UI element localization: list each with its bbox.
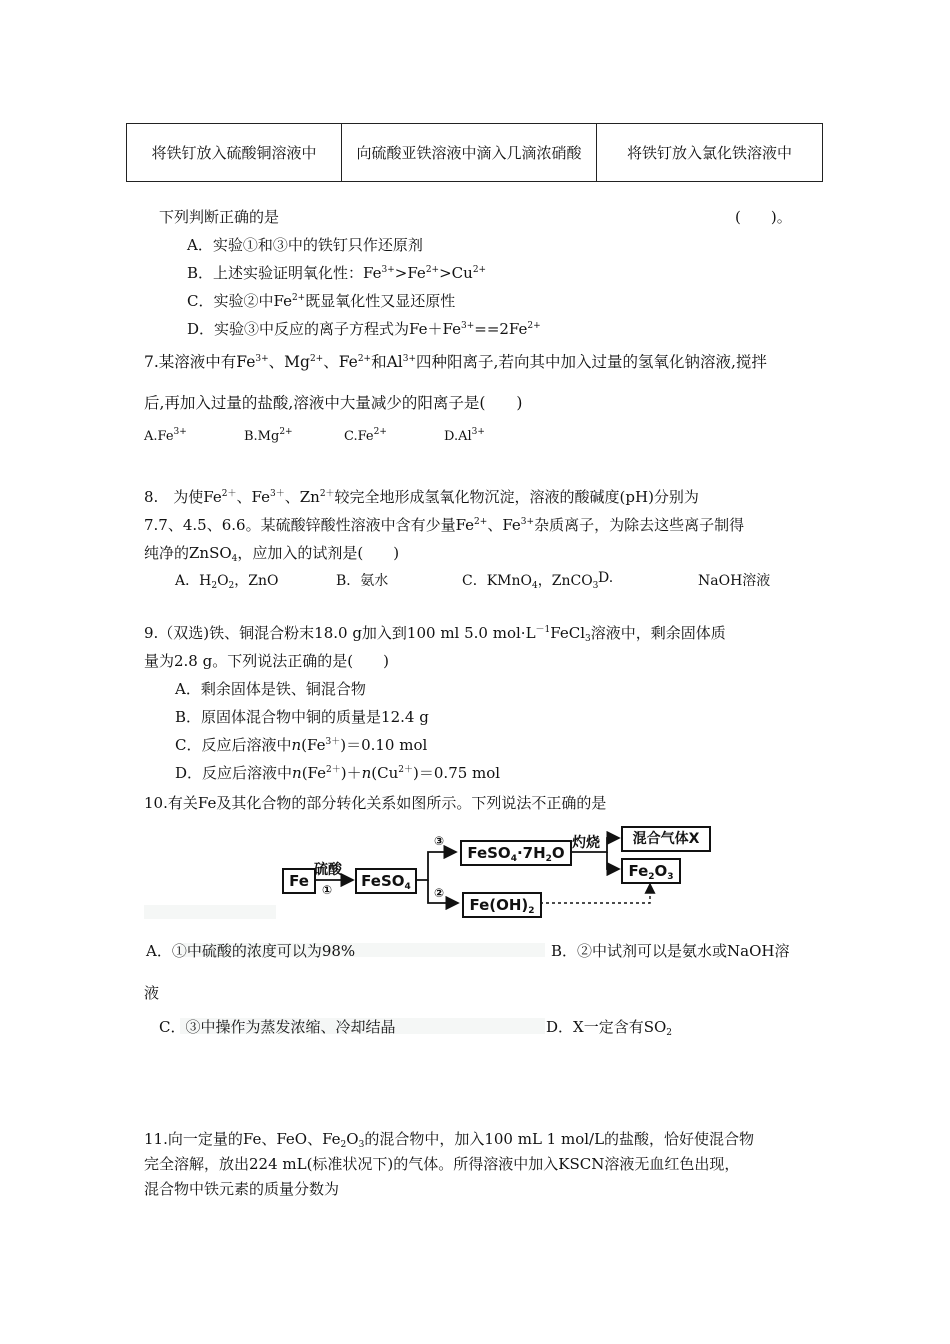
experiment-cell-2: 向硫酸亚铁溶液中滴入几滴浓硝酸 xyxy=(342,124,597,182)
q8-option-d: D. xyxy=(598,570,614,586)
q9-option-b: B．原固体混合物中铜的质量是12.4 g xyxy=(175,708,429,726)
q9-option-a: A．剩余固体是铁、铜混合物 xyxy=(175,680,366,698)
q11-line-2: 完全溶解，放出224 mL(标准状况下)的气体。所得溶液中加入KSCN溶液无血红色出现， xyxy=(144,1155,740,1173)
q6-option-c: C．实验②中$Fe^{2+}$既显氧化性又显还原性 xyxy=(187,292,456,310)
q8-option-c: C．KMnO$_4$，ZnCO$_3$ xyxy=(462,573,599,591)
q6-option-d: D．实验③中反应的离子方程式为$Fe+Fe^{3+}==2Fe^{2+}$ xyxy=(187,320,541,338)
q7-option-d: $D.Al^{3+}$ xyxy=(444,427,485,444)
q9-line-2: 量为2.8 g。下列说法正确的是( ) xyxy=(144,652,389,670)
q8-option-a: A．$H_2O_2$，ZnO xyxy=(175,573,279,591)
q10-option-b: B．②中试剂可以是氨水或NaOH溶 xyxy=(551,942,790,960)
q7-option-c: $C.Fe^{2+}$ xyxy=(344,427,387,444)
burn-label: 灼烧 xyxy=(572,835,600,851)
q7-option-b: $B.Mg^{2+}$ xyxy=(244,427,293,444)
q9-option-c: C．反应后溶液中$n(Fe^{3+})=0.10$ mol xyxy=(175,736,428,754)
q7-line-2: 后,再加入过量的盐酸,溶液中大量减少的阳离子是( ) xyxy=(144,394,523,412)
q6-option-a: A．实验①和③中的铁钉只作还原剂 xyxy=(187,236,423,254)
step-2-label: ② xyxy=(434,886,445,900)
q10-stem: 10.有关Fe及其化合物的部分转化关系如图所示。下列说法不正确的是 xyxy=(144,794,607,812)
q10-option-c: C．③中操作为蒸发浓缩、冷却结晶 xyxy=(159,1018,396,1036)
step-3-label: ③ xyxy=(434,834,445,848)
step-1-label: ① xyxy=(322,883,333,897)
q8-option-d-text: NaOH溶液 xyxy=(698,573,771,589)
q11-line-3: 混合物中铁元素的质量分数为 xyxy=(144,1180,340,1198)
q9-line-1: 9.（双选)铁、铜混合粉末18.0 g加入到100 ml 5.0 $mol\cdot L^{-1}FeCl_3$溶液中，剩余固体质 xyxy=(144,624,726,644)
q6-stem: 下列判断正确的是 xyxy=(159,208,280,226)
q8-option-b: B．氨水 xyxy=(336,573,389,589)
q9-option-d: D．反应后溶液中$n(Fe^{2+})+n(Cu^{2+})=0.75$ mol xyxy=(175,764,501,782)
q6-option-b: B．上述实验证明氧化性：$Fe^{3+}>Fe^{2+}>Cu^{2+}$ xyxy=(187,264,487,282)
experiment-cell-1: 将铁钉放入硫酸铜溶液中 xyxy=(127,124,342,182)
experiment-table xyxy=(126,123,823,182)
q10-option-d: D．X一定含有$SO_2$ xyxy=(546,1018,673,1038)
q10-option-b-continued: 液 xyxy=(144,984,160,1002)
q11-line-1: 11.向一定量的Fe、FeO、$Fe_2O_3$的混合物中，加入100 mL 1 mol/L的盐酸，恰好使混合物 xyxy=(144,1130,755,1150)
q8-line-3: 纯净的ZnSO$_4$，应加入的试剂是( ) xyxy=(144,544,400,564)
hydrate-box: $FeSO_4\cdot 7H_2O$ xyxy=(460,840,572,866)
q8-line-1: 8. 为使$Fe^{2+}$、$Fe^{3+}$、$Zn^{2+}$较完全地形成氢氧化物沉淀，溶液的酸碱度(pH)分别为 xyxy=(144,488,699,506)
q8-line-2: 7.7、4.5、6.6。某硫酸锌酸性溶液中含有少量$Fe^{2+}$、$Fe^{3+}$杂质离子，为除去这些离子制得 xyxy=(144,516,745,534)
fe2o3-box: $Fe_2O_3$ xyxy=(621,858,681,884)
q10-option-a: A．①中硫酸的浓度可以为98% xyxy=(146,942,356,960)
gas-x-box: 混合气体X xyxy=(621,826,711,852)
feoh2-box: $Fe(OH)_2$ xyxy=(462,892,542,918)
sulfuric-acid-label: 硫酸 xyxy=(314,862,342,878)
q6-bracket: ( )。 xyxy=(735,208,792,226)
q7-option-a: $A.Fe^{3+}$ xyxy=(144,427,187,444)
q7-line-1: 7.某溶液中有$Fe^{3+}$、$Mg^{2+}$、$Fe^{2+}$和$Al^{3+}$四种阳离子,若向其中加入过量的氢氧化钠溶液,搅拌 xyxy=(144,353,767,371)
experiment-cell-3: 将铁钉放入氯化铁溶液中 xyxy=(597,124,823,182)
scan-mark xyxy=(144,905,276,919)
fe-box: Fe xyxy=(282,868,316,894)
feso4-box: FeSO$_4$ xyxy=(355,868,417,894)
